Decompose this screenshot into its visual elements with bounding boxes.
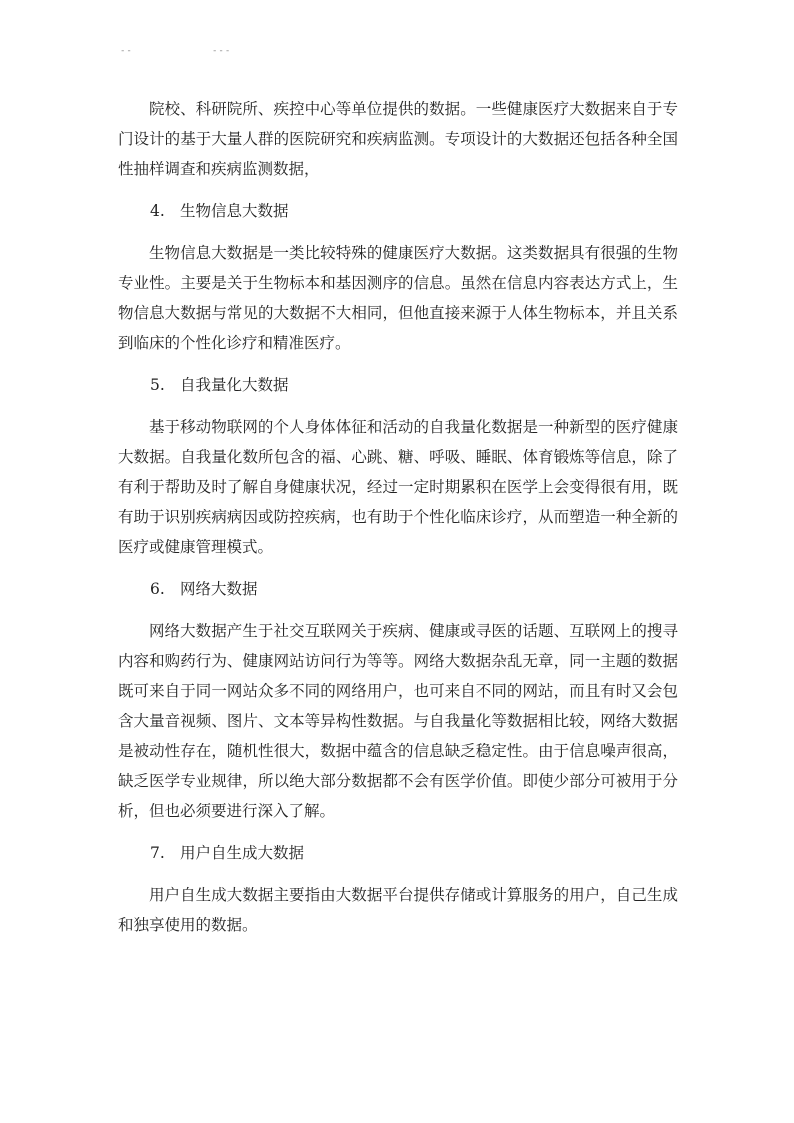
- section-heading: [118, 196, 678, 226]
- section-heading: [118, 370, 678, 400]
- section-paragraph: 用户自生成大数据主要指由大数据平台提供存储或计算服务的用户，自己生成和独享使用的数据。: [118, 886, 678, 934]
- section-paragraph: 基于移动物联网的个人身体体征和活动的自我量化数据是一种新型的医疗健康大数据。自我量化数所包含的福、心跳、糖、呼吸、睡眠、体育锻炼等信息，除了有利于帮助及时了解自身健康状况，经过一定时期累积在医学上会变得很有用，既有助于识别疾病病因或防控疾病，也有助于个性化临床诊疗，从而塑造一种全新的医疗或健康管理模式。: [118, 418, 678, 556]
- section-heading: [118, 838, 678, 868]
- document-body: [118, 94, 678, 952]
- section-number: 6.: [150, 580, 165, 598]
- section-paragraph: 生物信息大数据是一类比较特殊的健康医疗大数据。这类数据具有很强的生物专业性。主要是关于生物标本和基因测序的信息。虽然在信息内容表达方式上，生物信息大数据与常见的大数据不大相同，但他直接来源于人体生物标本，并且关系到临床的个性化诊疗和精准医疗。: [118, 244, 678, 352]
- intro-paragraph: 院校、科研院所、疾控中心等单位提供的数据。一些健康医疗大数据来自于专门设计的基于大量人群的医院研究和疾病监测。专项设计的大数据还包括各种全国性抽样调查和疾病监测数据，: [118, 100, 678, 178]
- section-6: [118, 574, 678, 826]
- header-mark-right: ---: [212, 46, 232, 56]
- section-heading: [118, 574, 678, 604]
- page-header-marks: [120, 46, 260, 60]
- section-number: 4.: [150, 202, 165, 220]
- section-5: [118, 370, 678, 562]
- section-number: 7.: [150, 844, 165, 862]
- header-mark-left: --: [120, 46, 133, 56]
- section-title: 自我量化大数据: [180, 376, 289, 394]
- section-paragraph: 网络大数据产生于社交互联网关于疾病、健康或寻医的话题、互联网上的搜寻内容和购药行为、健康网站访问行为等等。网络大数据杂乱无章，同一主题的数据既可来自于同一网站众多不同的网络用户，也可来自不同的网站，而且有时又会包含大量音视频、图片、文本等异构性数据。与自我量化等数据相比较，网络大数据是被动性存在，随机性很大，数据中蕴含的信息缺乏稳定性。由于信息噪声很高，缺乏医学专业规律，所以绝大部分数据都不会有医学价值。即使少部分可被用于分析，但也必须要进行深入了解。: [118, 622, 678, 820]
- section-title: 网络大数据: [180, 580, 258, 598]
- section-title: 生物信息大数据: [180, 202, 289, 220]
- section-title: 用户自生成大数据: [180, 844, 305, 862]
- section-4: [118, 196, 678, 358]
- section-number: 5.: [150, 376, 165, 394]
- section-7: [118, 838, 678, 940]
